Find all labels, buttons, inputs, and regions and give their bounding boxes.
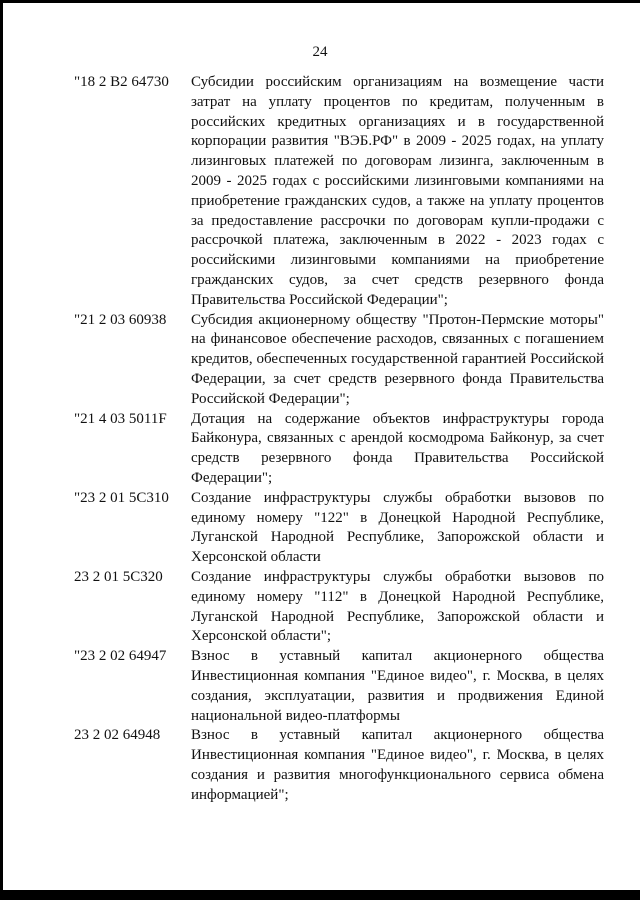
budget-description: Взнос в уставный капитал акционерного общества Инвестиционная компания "Единое видео", г. Москва, в целях создания, эксплуатации, развития и продвижения Единой национальной видео-платформы [191,648,604,724]
budget-description: Взнос в уставный капитал акционерного общества Инвестиционная компания "Единое видео", г. Москва, в целях создания и развития многофункционального сервиса обмена информацией"; [191,727,604,803]
budget-code-list [74,73,604,805]
page-number: 24 [312,44,328,60]
scan-edge-bottom [0,890,640,900]
budget-code: "21 4 03 5011F [74,410,167,427]
budget-code: 23 2 01 5C320 [74,568,163,585]
list-item [74,311,604,410]
list-item [74,73,604,311]
budget-description: Субсидии российским организациям на возмещение части затрат на уплату процентов по кредитам, полученным в российских кредитных организациях и в государственной корпорации развития "ВЭБ.РФ" в 2009 - 2025 годах, на уплату лизинговых платежей по договорам лизинга, заключенным в 2009 - 2025 годах с российскими лизинговыми компаниями на приобретение гражданских судов, а также на уплату процентов за предоставление рассрочки по договорам купли-продажи с рассрочкой платежа, заключенным в 2022 - 2023 годах с российскими лизинговыми компаниями на приобретение гражданских судов, за счет средств резервного фонда Правительства Российской Федерации"; [191,74,604,308]
list-item [74,726,604,805]
budget-code: "18 2 B2 64730 [74,74,169,90]
scan-edge-left [0,0,3,900]
budget-code: "23 2 01 5C310 [74,489,169,506]
budget-code: 23 2 02 64948 [74,727,161,744]
budget-code: "23 2 02 64947 [74,648,167,665]
list-item [74,647,604,726]
budget-description: Создание инфраструктуры службы обработки вызовов по единому номеру "112" в Донецкой Народной Республике, Луганской Народной Республике, Запорожской области и Херсонской области"; [191,568,604,645]
list-item [74,410,604,489]
budget-code: "21 2 03 60938 [74,311,167,328]
budget-description: Дотация на содержание объектов инфраструктуры города Байконура, связанных с арендой космодрома Байконур, за счет средств резервного фонда Правительства Российской Федерации"; [191,410,604,486]
scan-edge-top [0,0,640,3]
budget-description: Создание инфраструктуры службы обработки вызовов по единому номеру "122" в Донецкой Народной Республике, Луганской Народной Республике, Запорожской области и Херсонской области [191,489,604,566]
budget-description: Субсидия акционерному обществу "Протон-Пермские моторы" на финансовое обеспечение расходов, связанных с погашением кредитов, обеспеченных государственной гарантией Российской Федерации, за счет средств резервного фонда Правительства Российской Федерации"; [191,311,604,407]
list-item [74,568,604,647]
list-item [74,489,604,568]
